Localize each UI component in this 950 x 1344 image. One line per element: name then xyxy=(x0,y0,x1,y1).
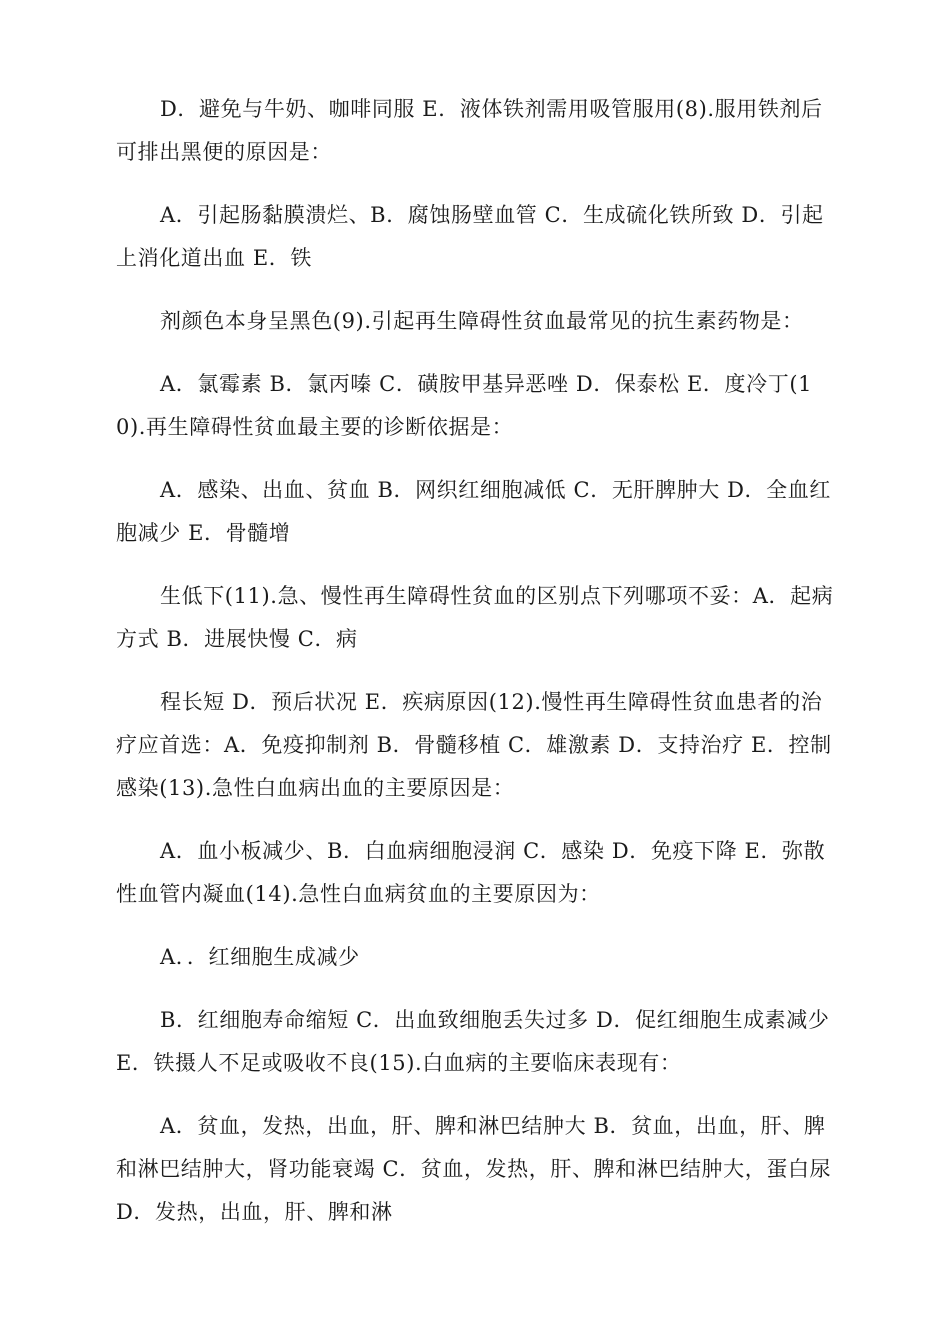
paragraph: A．贫血，发热，出血，肝、脾和淋巴结肿大 B．贫血，出血，肝、脾和淋巴结肿大，肾功能衰竭 C．贫血，发热，肝、脾和淋巴结肿大，蛋白尿 D．发热，出血，肝、脾和淋 xyxy=(116,1114,832,1224)
paragraph: A．感染、出血、贫血 B．网织红细胞减低 C．无肝脾肿大 D．全血红胞减少 E．骨髓增 xyxy=(116,478,831,545)
paragraph: D．避免与牛奶、咖啡同服 E．液体铁剂需用吸管服用(8).服用铁剂后可排出黑便的原因是： xyxy=(116,97,823,164)
paragraph: 生低下(11).急、慢性再生障碍性贫血的区别点下列哪项不妥：A．起病方式 B．进展快慢 C．病 xyxy=(116,584,834,651)
paragraph: 程长短 D．预后状况 E．疾病原因(12).慢性再生障碍性贫血患者的治疗应首选：A．免疫抑制剂 B．骨髓移植 C．雄激素 D．支持治疗 E．控制感染(13).急性白血病出血的主要原因是： xyxy=(116,690,832,800)
paragraph: B．红细胞寿命缩短 C．出血致细胞丢失过多 D．促红细胞生成素减少 E．铁摄人不足或吸收不良(15).白血病的主要临床表现有： xyxy=(116,1008,830,1075)
paragraph: 剂颜色本身呈黑色(9).引起再生障碍性贫血最常见的抗生素药物是： xyxy=(160,309,804,333)
paragraph: A．．红细胞生成减少 xyxy=(160,945,360,969)
paragraph: A．血小板减少、B．白血病细胞浸润 C．感染 D．免疫下降 E．弥散性血管内凝血(14).急性白血病贫血的主要原因为： xyxy=(116,839,826,906)
paragraph: A．引起肠黏膜溃烂、B．腐蚀肠壁血管 C．生成硫化铁所致 D．引起上消化道出血 E．铁 xyxy=(116,203,824,270)
document-body xyxy=(116,88,836,1254)
paragraph: A．氯霉素 B．氯丙嗪 C．磺胺甲基异恶唑 D．保泰松 E．度冷丁(10).再生障碍性贫血最主要的诊断依据是： xyxy=(116,372,813,439)
